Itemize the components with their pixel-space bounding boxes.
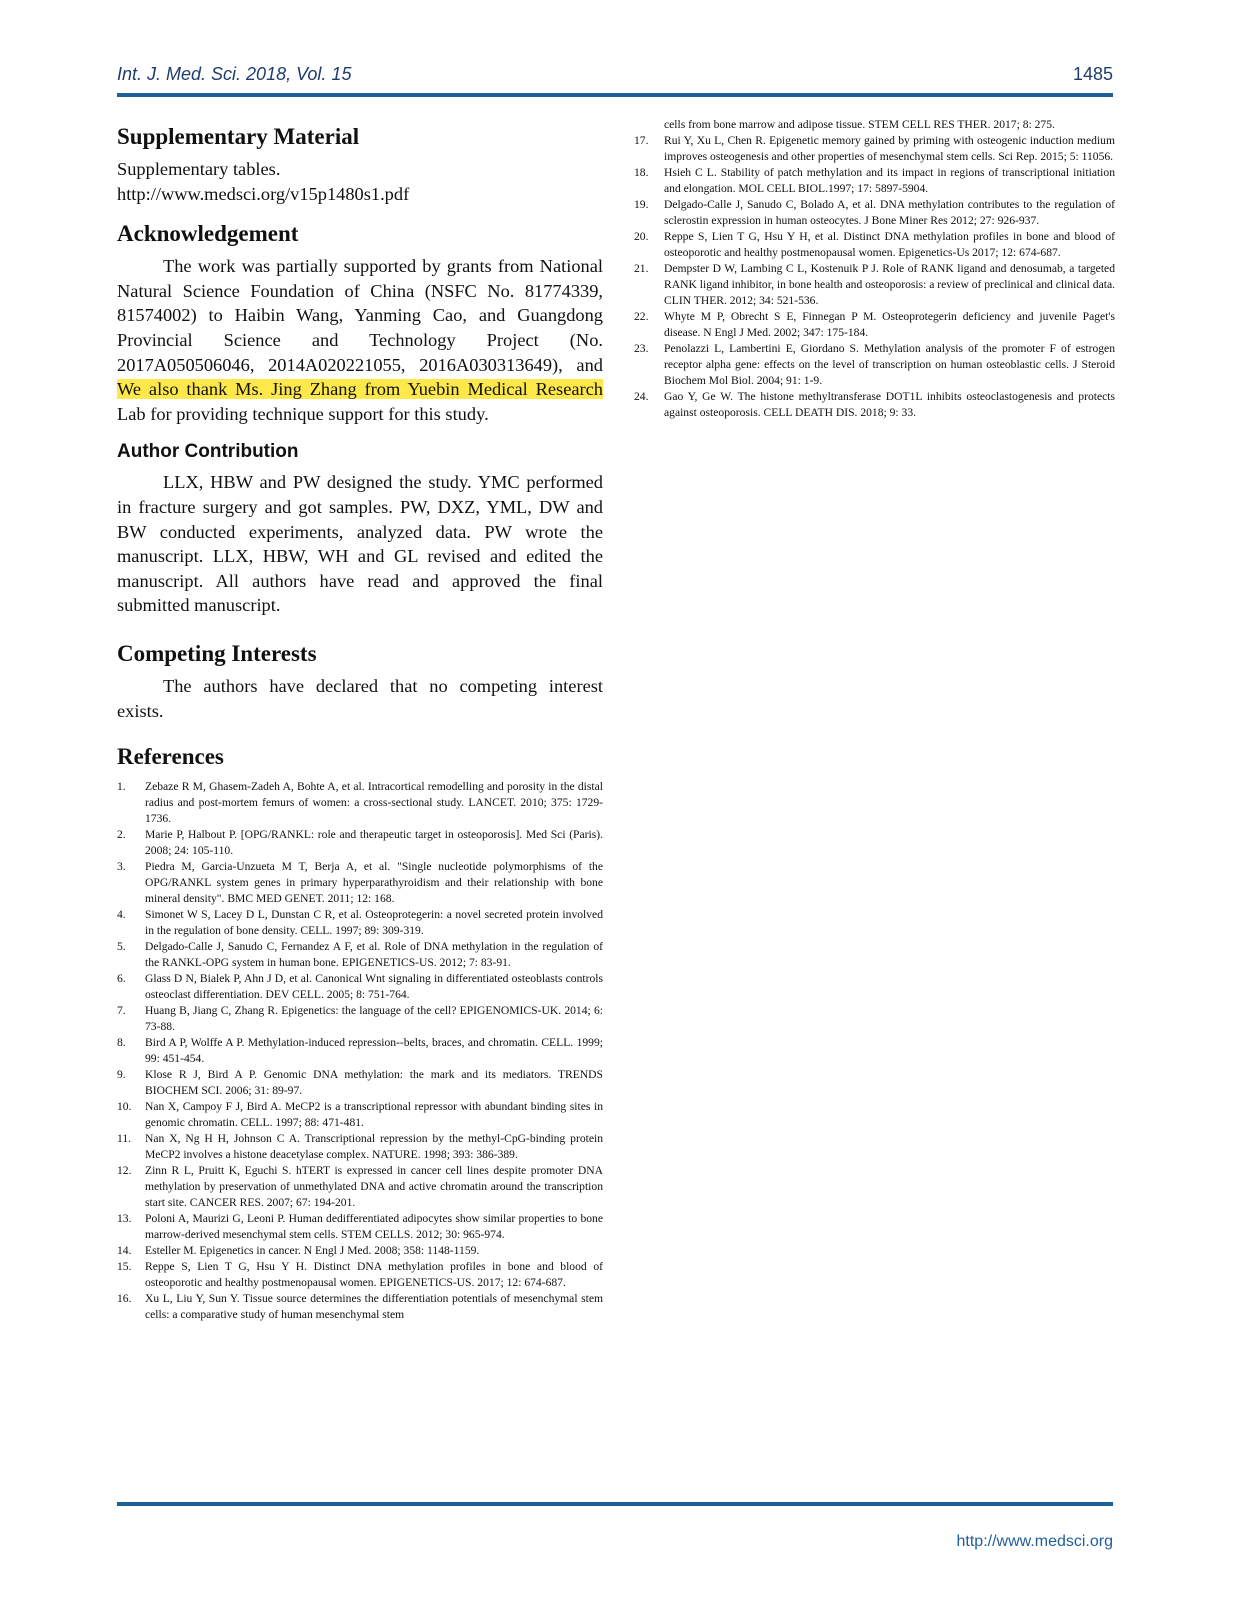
reference-item: 24. Gao Y, Ge W. The histone methyltransferase DOT1L inhibits osteoclastogenesis and protects against osteoporosis. CELL DEATH DIS. 2018; 9: 33. [634,390,1115,419]
supplementary-line: Supplementary tables. [117,159,281,179]
reference-item: 11. Nan X, Ng H H, Johnson C A. Transcriptional repression by the methyl-CpG-binding protein MeCP2 involves a histone deacetylase complex. NATURE. 1998; 393: 386-389. [117,1132,603,1162]
footer-url[interactable]: http://www.medsci.org [956,1533,1113,1550]
acknowledgement-text-b: Lab for providing technique support for this study. [117,403,489,424]
acknowledgement-text-a: The work was partially supported by grants from National Natural Science Foundation of China (NSFC No. 81774339, 81574002) to Haibin Wang, Yanming Cao, and Guangdong Provincial Science and Technology Project (No. 2017A050506046, 2014A020221055, 2016A030313649), and [117,256,603,375]
references-list-left [117,779,603,1323]
author-contribution-heading: Author Contribution [117,441,299,463]
competing-interests-heading: Competing Interests [117,640,317,666]
reference-item: 6. Glass D N, Bialek P, Ahn J D, et al. Canonical Wnt signaling in differentiated osteoblasts controls osteoclast differentiation. DEV CELL. 2005; 8: 751-764. [117,972,603,1002]
reference-item: 15. Reppe S, Lien T G, Hsu Y H. Distinct DNA methylation profiles in bone and blood of osteoporotic and healthy postmenopausal women. EPIGENETICS-US. 2017; 12: 674-687. [117,1260,603,1290]
acknowledgement-text [117,254,603,426]
competing-interests-text: The authors have declared that no competing interest exists. [117,675,603,721]
page-number: 1485 [1072,64,1113,84]
journal-title: Int. J. Med. Sci. 2018, Vol. 15 [117,64,352,84]
reference-continuation: cells from bone marrow and adipose tissue. STEM CELL RES THER. 2017; 8: 275. [664,118,1055,131]
page-header [117,62,1113,90]
reference-item: 12. Zinn R L, Pruitt K, Eguchi S. hTERT is expressed in cancer cell lines despite promoter DNA methylation by preservation of unmethylated DNA and active chromatin around the transcription start site. CANCER RES. 2007; 67: 194-201. [117,1164,603,1210]
reference-item: 20. Reppe S, Lien T G, Hsu Y H, et al. Distinct DNA methylation profiles in bone and blood of osteoporotic and healthy postmenopausal women. Epigenetics-Us 2017; 12: 674-687. [634,230,1115,259]
reference-item: 2. Marie P, Halbout P. [OPG/RANKL: role and therapeutic target in osteoporosis]. Med Sci (Paris). 2008; 24: 105-110. [117,828,603,858]
references-heading: References [117,744,224,770]
acknowledgement-highlight: We also thank Ms. Jing Zhang from Yuebin Medical Research [117,379,603,400]
reference-item: 19. Delgado-Calle J, Sanudo C, Bolado A, et al. DNA methylation contributes to the regulation of sclerostin expression in human osteocytes. J Bone Miner Res 2012; 27: 926-937. [634,198,1115,227]
acknowledgement-heading: Acknowledgement [117,221,299,247]
left-column [117,123,603,1323]
reference-item: 14. Esteller M. Epigenetics in cancer. N Engl J Med. 2008; 358: 1148-1159. [117,1244,480,1258]
author-contribution-text: LLX, HBW and PW designed the study. YMC performed in fracture surgery and got samples. PW, DXZ, YML, DW and BW conducted experiments, analyzed data. PW wrote the manuscript. LLX, HBW, WH and GL revised and edited the manuscript. All authors have read and approved the final submitted manuscript. [117,472,603,616]
reference-item: 16. Xu L, Liu Y, Sun Y. Tissue source determines the differentiation potentials of mesenchymal stem cells: a comparative study of human mesenchymal stem [117,1292,603,1322]
supplementary-heading: Supplementary Material [117,124,360,149]
reference-item: 21. Dempster D W, Lambing C L, Kostenuik P J. Role of RANK ligand and denosumab, a targeted RANK ligand inhibitor, in bone health and osteoporosis: a review of preclinical and clinical data. CLIN THER. 2012; 34: 521-536. [634,262,1115,307]
right-column [634,117,1115,421]
references-list-right [634,117,1115,421]
reference-item: 10. Nan X, Campoy F J, Bird A. MeCP2 is a transcriptional repressor with abundant binding sites in genomic chromatin. CELL. 1997; 88: 471-481. [117,1100,603,1130]
header-rule [117,93,1113,97]
footer-rule [117,1502,1113,1506]
reference-item: 17. Rui Y, Xu L, Chen R. Epigenetic memory gained by priming with osteogenic induction medium improves osteogenesis and other properties of mesenchymal stem cells. Sci Rep. 2015; 5: 11056. [634,134,1115,163]
reference-item: 7. Huang B, Jiang C, Zhang R. Epigenetics: the language of the cell? EPIGENOMICS-UK. 2014; 6: 73-88. [117,1004,603,1034]
reference-item: 13. Poloni A, Maurizi G, Leoni P. Human dedifferentiated adipocytes show similar properties to bone marrow-derived mesenchymal stem cells. STEM CELLS. 2012; 30: 965-974. [117,1212,603,1242]
reference-item: 9. Klose R J, Bird A P. Genomic DNA methylation: the mark and its mediators. TRENDS BIOCHEM SCI. 2006; 31: 89-97. [117,1068,603,1098]
reference-item: 22. Whyte M P, Obrecht S E, Finnegan P M. Osteoprotegerin deficiency and juvenile Paget's disease. N Engl J Med. 2002; 347: 175-184. [634,310,1115,339]
reference-item: 1. Zebaze R M, Ghasem-Zadeh A, Bohte A, et al. Intracortical remodelling and porosity in the distal radius and post-mortem femurs of women: a cross-sectional study. LANCET. 2010; 375: 1729-1736. [117,780,603,826]
supplementary-link[interactable]: http://www.medsci.org/v15p1480s1.pdf [117,183,410,204]
reference-item: 3. Piedra M, Garcia-Unzueta M T, Berja A, et al. "Single nucleotide polymorphisms of the OPG/RANKL system genes in primary hyperparathyroidism and their relationship with bone mineral density". BMC MED GENET. 2011; 12: 168. [117,860,603,906]
reference-item: 18. Hsieh C L. Stability of patch methylation and its impact in regions of transcriptional initiation and elongation. MOL CELL BIOL.1997; 17: 5897-5904. [634,166,1115,195]
reference-item: 23. Penolazzi L, Lambertini E, Giordano S. Methylation analysis of the promoter F of estrogen receptor alpha gene: effects on the level of transcription on human osteoblastic cells. J Steroid Biochem Mol Biol. 2004; 91: 1-9. [634,342,1115,387]
reference-item: 8. Bird A P, Wolffe A P. Methylation-induced repression--belts, braces, and chromatin. CELL. 1999; 99: 451-454. [117,1036,603,1066]
reference-item: 4. Simonet W S, Lacey D L, Dunstan C R, et al. Osteoprotegerin: a novel secreted protein involved in the regulation of bone density. CELL. 1997; 89: 309-319. [117,908,603,938]
reference-item: 5. Delgado-Calle J, Sanudo C, Fernandez A F, et al. Role of DNA methylation in the regulation of the RANKL-OPG system in human bone. EPIGENETICS-US. 2012; 7: 83-91. [117,940,603,970]
